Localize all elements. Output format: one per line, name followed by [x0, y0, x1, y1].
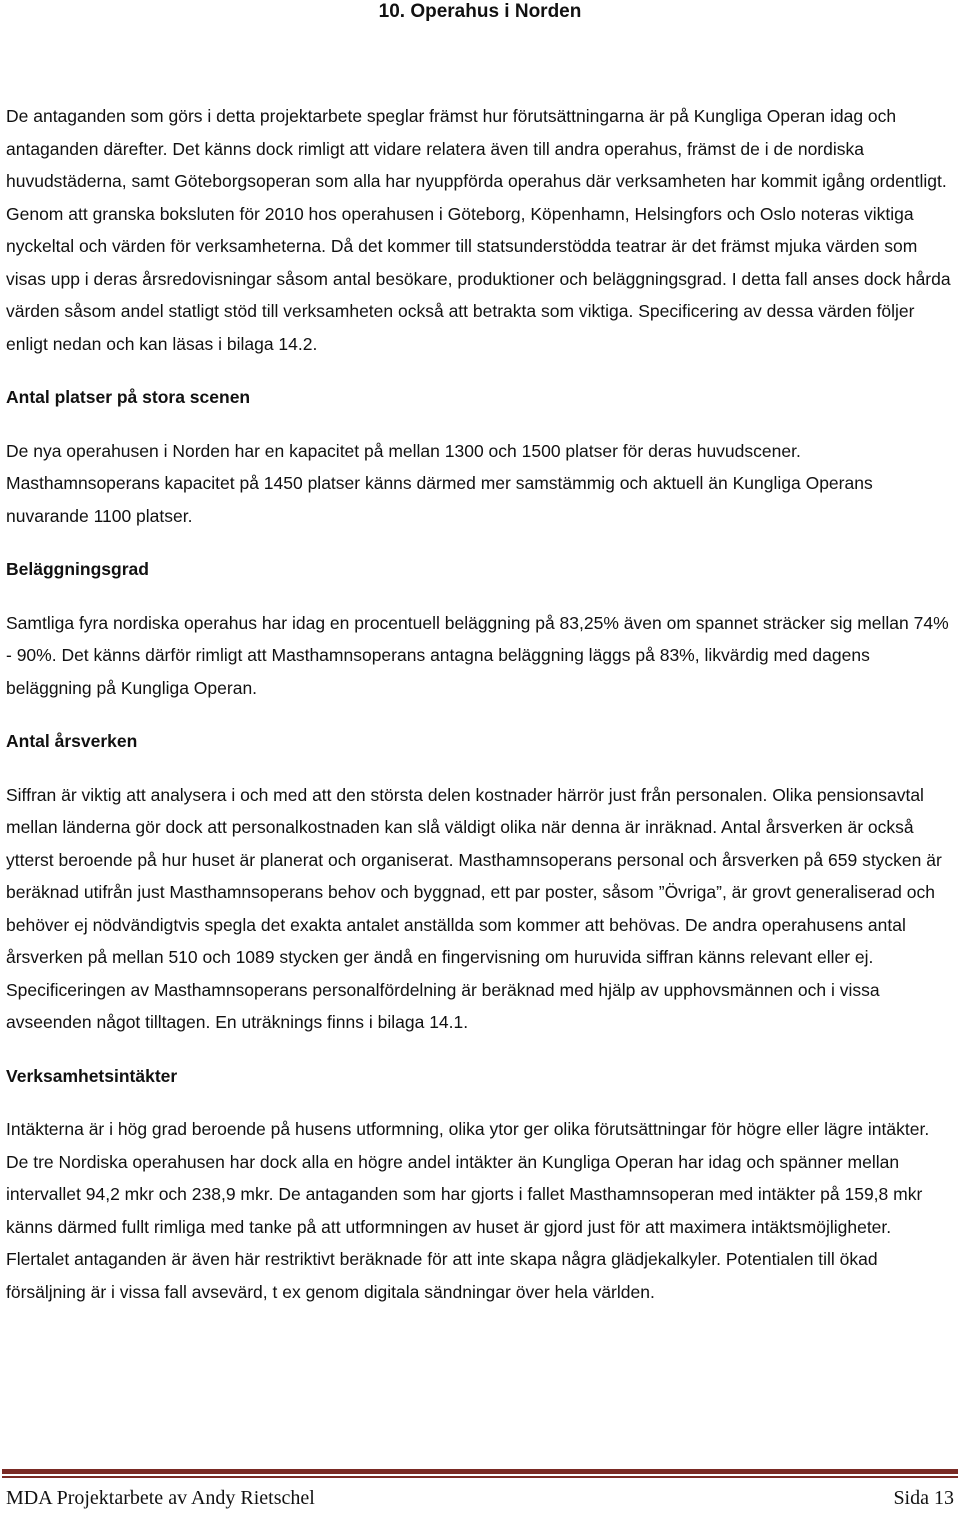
section-heading-belaggningsgrad: Beläggningsgrad: [6, 559, 149, 579]
page-title: 10. Operahus i Norden: [378, 1, 582, 22]
footer-rule-thin: [2, 1476, 958, 1478]
footer-rule-thick: [2, 1469, 958, 1474]
section-paragraph-platser: De nya operahusen i Norden har en kapacitet på mellan 1300 och 1500 platser för deras huvudscener. Masthamnsoperans kapacitet på 1450 platser känns därmed mer samstämmig och aktuell än Kungliga Operans nuvarande 1100 platser.: [6, 440, 873, 526]
section-paragraph-belaggningsgrad: Samtliga fyra nordiska operahus har idag en procentuell beläggning på 83,25% även om spannet sträcker sig mellan 74% - 90%. Det känns därför rimligt att Masthamnsoperans antagna beläggning läggs på 83%, likvärdig med dagens beläggning på Kungliga Operan.: [6, 612, 949, 698]
footer-page-number: Sida 13: [893, 1487, 954, 1509]
section-heading-arsverken: Antal årsverken: [6, 731, 138, 751]
intro-paragraph: De antaganden som görs i detta projektarbete speglar främst hur förutsättningarna är på Kungliga Operan idag och antaganden därefter. Det känns dock rimligt att vidare relatera även till andra operahus, främst de i de nordiska huvudstäderna, samt Göteborgsoperan som alla har nyuppförda operahus där verksamheten har kommit igång ordentligt. Genom att granska boksluten för 2010 hos operahusen i Göteborg, Köpenhamn, Helsingfors och Oslo noteras viktiga nyckeltal och värden för verksamheterna. Då det kommer till statsunderstödda teatrar är det främst mjuka värden som visas upp i deras årsredovisningar såsom antal besökare, produktioner och beläggningsgrad. I detta fall anses dock hårda värden såsom andel statligt stöd till verksamheten också att betrakta som viktiga. Specificering av dessa värden följer enligt nedan och kan läsas i bilaga 14.2.: [6, 106, 951, 354]
page-footer: [6, 1483, 954, 1513]
section-paragraph-arsverken: Siffran är viktig att analysera i och med att den största delen kostnader härrör just från personalen. Olika pensionsavtal mellan länderna gör dock att personalkostnaden kan slå väldigt olika när denna är inräknad. Antal årsverken är också ytterst beroende på hur huset är planerat och organiserat. Masthamnsoperans personal och årsverken på 659 stycken är beräknad utifrån just Masthamnsoperans behov och byggnad, ett par poster, såsom ”Övriga”, är grovt generaliserad och behöver ej nödvändigtvis spegla det exakta antalet anställda som kommer att behövas. De andra operahusens antal årsverken på mellan 510 och 1089 stycken ger ändå en fingervisning om huruvida siffran känns relevant eller ej. Specificeringen av Masthamnsoperans personalfördelning är beräknad med hjälp av upphovsmännen och i vissa avseenden något tilltagen. En uträknings finns i bilaga 14.1.: [6, 784, 942, 1032]
section-heading-platser: Antal platser på stora scenen: [6, 387, 251, 407]
section-paragraph-verksamhetsintakter: Intäkterna är i hög grad beroende på husens utformning, olika ytor ger olika förutsättningar för högre eller lägre intäkter. De tre Nordiska operahusen har dock alla en högre andel intäkter än Kungliga Operan har idag och spänner mellan intervallet 94,2 mkr och 238,9 mkr. De antaganden som har gjorts i fallet Masthamnsoperan med intäkter på 159,8 mkr känns därmed fullt rimliga med tanke på att utformningen av huset är gjord just för att maximera intäktsmöjligheter. Flertalet antaganden är även här restriktivt beräknade för att inte skapa några glädjekalkyler. Potentialen till ökad försäljning är i vissa fall avsevärd, t ex genom digitala sändningar över hela världen.: [6, 1119, 930, 1302]
section-heading-verksamhetsintakter: Verksamhetsintäkter: [6, 1065, 178, 1086]
document-body: [6, 100, 956, 1308]
footer-author: MDA Projektarbete av Andy Rietschel: [6, 1487, 315, 1509]
